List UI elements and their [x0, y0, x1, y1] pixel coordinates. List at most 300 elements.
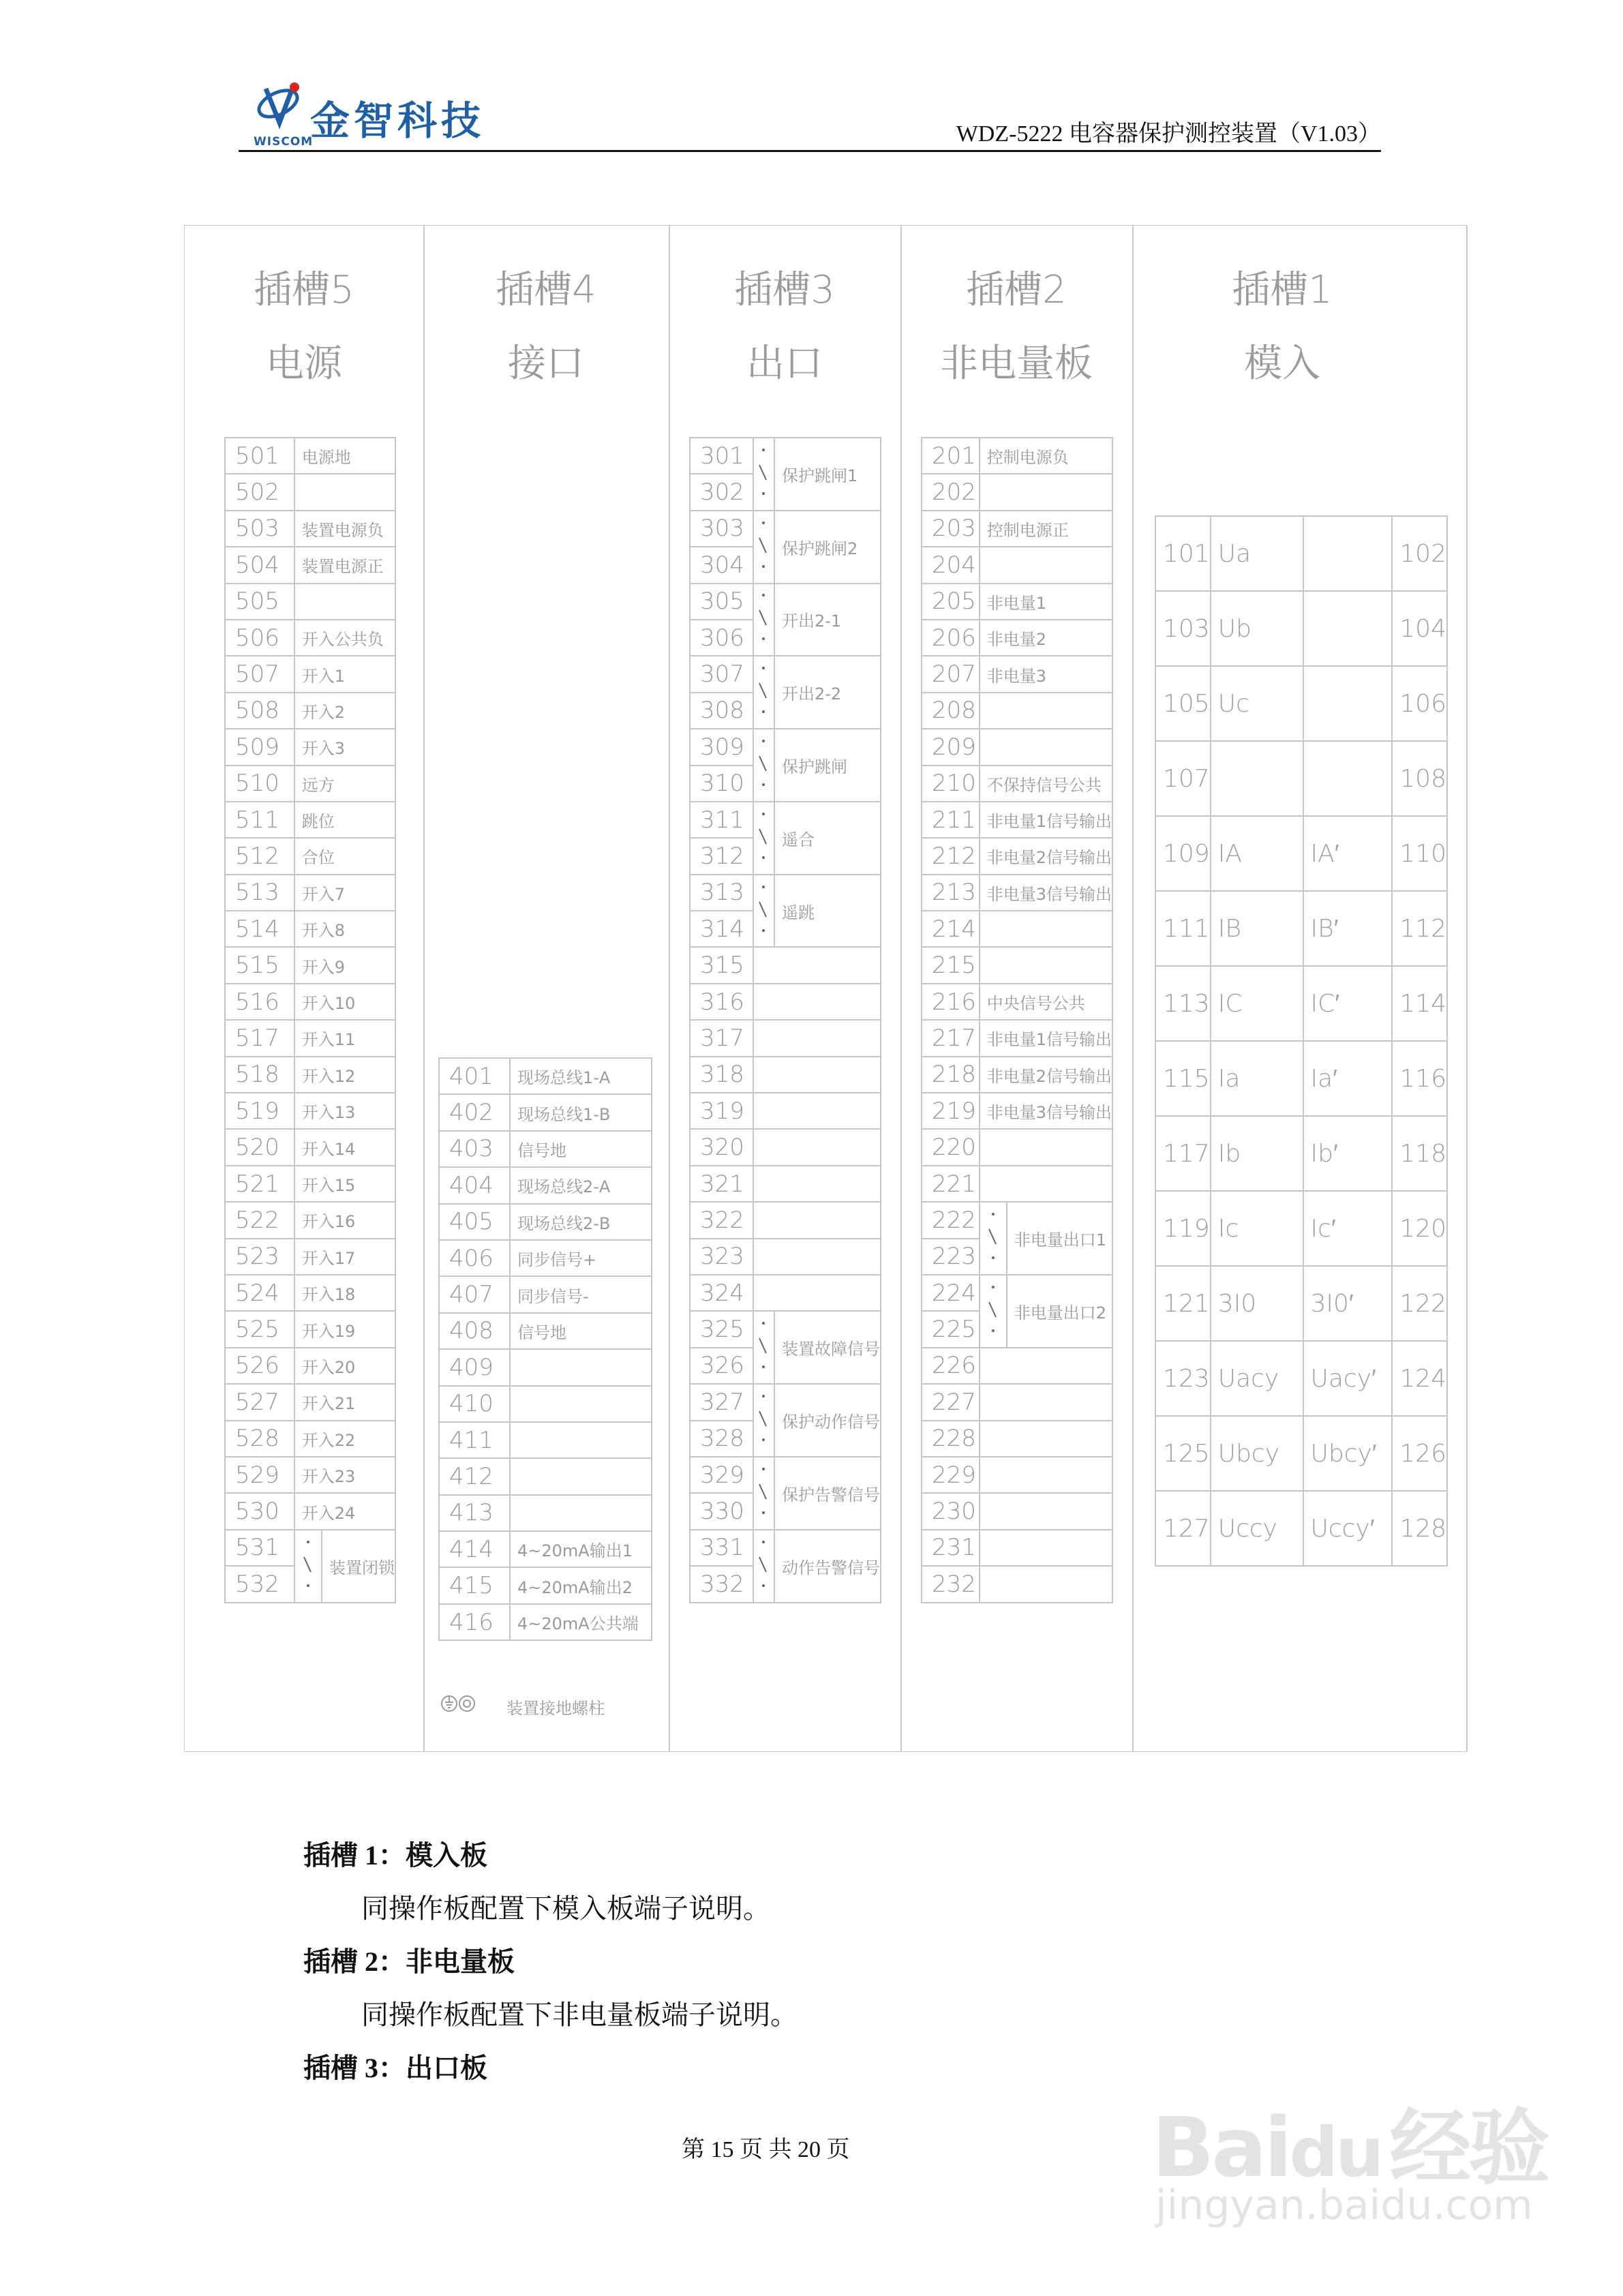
terminal-label: 装置故障信号	[774, 1311, 881, 1384]
terminal-number: 314	[690, 911, 753, 947]
logo-mark-icon	[252, 75, 307, 136]
section-heading-slot2: 插槽 2：非电量板	[303, 1946, 515, 1977]
terminal-number: 125	[1155, 1416, 1211, 1491]
slot3-title: 插槽3	[734, 268, 835, 312]
table-row	[922, 547, 1112, 583]
terminal-number: 319	[690, 1093, 753, 1129]
signal-name: Ubcy	[1211, 1416, 1303, 1491]
terminal-number: 512	[225, 838, 294, 874]
slot2-subtitle: 非电量板	[940, 342, 1093, 386]
terminal-number: 325	[690, 1311, 753, 1347]
terminal-label	[510, 1458, 652, 1494]
terminal-number: 201	[922, 438, 980, 474]
table-row	[1155, 1266, 1447, 1341]
terminal-number: 225	[922, 1311, 980, 1347]
table-row	[690, 511, 881, 547]
table-row	[922, 1129, 1112, 1165]
terminal-label: 装置电源正	[294, 547, 395, 583]
table-row	[922, 911, 1112, 947]
terminal-label: 非电量1信号输出	[980, 802, 1112, 838]
terminal-number: 128	[1392, 1491, 1447, 1566]
terminal-number: 208	[922, 693, 980, 729]
contact-symbol-icon	[980, 1202, 1007, 1275]
table-row	[922, 1384, 1112, 1420]
terminal-number: 101	[1155, 516, 1211, 591]
table-row	[225, 1202, 395, 1238]
terminal-label	[980, 1457, 1112, 1493]
terminal-number: 126	[1392, 1416, 1447, 1491]
terminal-label: 非电量3信号输出	[980, 875, 1112, 911]
signal-name-return: Ib′	[1303, 1116, 1393, 1191]
terminal-number: 218	[922, 1057, 980, 1093]
header-rule	[239, 150, 1381, 152]
terminal-label: 现场总线1-B	[510, 1094, 652, 1130]
terminal-label	[980, 1348, 1112, 1384]
table-row	[690, 584, 881, 620]
table-row	[1155, 1191, 1447, 1266]
terminal-number: 414	[439, 1531, 510, 1567]
table-row	[690, 1093, 881, 1129]
terminal-label	[510, 1422, 652, 1458]
terminal-number: 108	[1392, 741, 1447, 816]
terminal-number: 303	[690, 511, 753, 547]
terminal-label: 开入22	[294, 1421, 395, 1457]
terminal-number: 123	[1155, 1341, 1211, 1416]
terminal-number: 209	[922, 729, 980, 765]
terminal-label: 开入12	[294, 1057, 395, 1093]
terminal-number: 401	[439, 1058, 510, 1094]
terminal-label: 非电量1	[980, 584, 1112, 620]
table-row	[922, 1093, 1112, 1129]
signal-name-return	[1303, 591, 1393, 666]
table-row	[439, 1167, 652, 1203]
table-row	[225, 438, 395, 474]
terminal-label: 非电量3信号输出	[980, 1093, 1112, 1129]
table-row	[922, 1166, 1112, 1202]
terminal-number: 516	[225, 984, 294, 1020]
terminal-label	[753, 1166, 881, 1202]
table-row	[225, 1530, 395, 1566]
table-row	[225, 1493, 395, 1529]
table-row	[225, 911, 395, 947]
table-row	[690, 1166, 881, 1202]
table-row	[922, 875, 1112, 911]
terminal-number: 320	[690, 1129, 753, 1165]
terminal-label	[753, 1020, 881, 1056]
terminal-number: 508	[225, 693, 294, 729]
slot4-title: 插槽4	[496, 268, 596, 312]
slot4-terminal-table	[438, 1057, 652, 1641]
signal-name-return	[1303, 666, 1393, 741]
terminal-label	[980, 1566, 1112, 1602]
table-row	[690, 1530, 881, 1566]
terminal-number: 328	[690, 1421, 753, 1457]
table-row	[922, 1421, 1112, 1457]
terminal-label: 开出2-1	[774, 584, 881, 656]
terminal-number: 207	[922, 656, 980, 692]
contact-symbol-icon	[980, 1275, 1007, 1348]
terminal-number: 511	[225, 802, 294, 838]
signal-name: Ua	[1211, 516, 1303, 591]
terminal-number: 103	[1155, 591, 1211, 666]
table-row	[225, 1239, 395, 1275]
table-row	[922, 1202, 1112, 1238]
terminal-label: 现场总线2-B	[510, 1204, 652, 1240]
terminal-number: 107	[1155, 741, 1211, 816]
signal-name-return: Ic′	[1303, 1191, 1393, 1266]
signal-name-return: Uccy′	[1303, 1491, 1393, 1566]
terminal-number: 112	[1392, 891, 1447, 966]
slot4-subtitle: 接口	[508, 342, 584, 386]
terminal-number: 505	[225, 584, 294, 620]
table-row	[439, 1604, 652, 1640]
table-row	[225, 1275, 395, 1311]
table-row	[225, 1348, 395, 1384]
terminal-number: 515	[225, 947, 294, 983]
signal-name: Ia	[1211, 1041, 1303, 1116]
terminal-label	[980, 729, 1112, 765]
table-row	[922, 584, 1112, 620]
table-row	[1155, 891, 1447, 966]
contact-symbol-icon	[753, 1457, 774, 1530]
terminal-number: 206	[922, 620, 980, 656]
signal-name: Ic	[1211, 1191, 1303, 1266]
signal-name-return: IA′	[1303, 816, 1393, 891]
terminal-label	[980, 1493, 1112, 1529]
terminal-number: 117	[1155, 1116, 1211, 1191]
page-number: 第 15 页 共 20 页	[682, 2137, 850, 2162]
terminal-number: 502	[225, 474, 294, 510]
table-row	[1155, 591, 1447, 666]
terminal-number: 219	[922, 1093, 980, 1129]
table-row	[1155, 816, 1447, 891]
terminal-number: 504	[225, 547, 294, 583]
table-row	[225, 1057, 395, 1093]
table-row	[225, 875, 395, 911]
terminal-label	[980, 547, 1112, 583]
terminal-number: 309	[690, 729, 753, 765]
table-row	[225, 1166, 395, 1202]
terminal-number: 506	[225, 620, 294, 656]
terminal-number: 519	[225, 1093, 294, 1129]
terminal-label: 开入公共负	[294, 620, 395, 656]
terminal-label: 保护跳闸2	[774, 511, 881, 584]
terminal-number: 227	[922, 1384, 980, 1420]
table-row	[439, 1495, 652, 1531]
table-row	[922, 947, 1112, 983]
signal-name: 3I0	[1211, 1266, 1303, 1341]
company-logo	[252, 75, 307, 136]
slot2-terminal-table	[921, 437, 1113, 1603]
signal-name	[1211, 741, 1303, 816]
terminal-number: 224	[922, 1275, 980, 1311]
terminal-label	[980, 911, 1112, 947]
terminal-number: 507	[225, 656, 294, 692]
contact-symbol-icon	[753, 729, 774, 802]
terminal-number: 509	[225, 729, 294, 765]
table-row	[225, 1129, 395, 1165]
terminal-label: 保护跳闸1	[774, 438, 881, 511]
terminal-number: 404	[439, 1167, 510, 1203]
table-row	[225, 584, 395, 620]
slot-divider	[1132, 226, 1134, 1751]
table-row	[690, 1311, 881, 1347]
table-row	[225, 1311, 395, 1347]
table-row	[1155, 1341, 1447, 1416]
terminal-number: 322	[690, 1202, 753, 1238]
table-row	[922, 838, 1112, 874]
terminal-number: 214	[922, 911, 980, 947]
terminal-number: 532	[225, 1566, 294, 1602]
terminal-label	[753, 1057, 881, 1093]
terminal-number: 522	[225, 1202, 294, 1238]
terminal-label: 开入16	[294, 1202, 395, 1238]
terminal-label: 现场总线2-A	[510, 1167, 652, 1203]
table-row	[439, 1458, 652, 1494]
table-row	[1155, 666, 1447, 741]
terminal-number: 210	[922, 766, 980, 802]
terminal-number: 330	[690, 1493, 753, 1529]
signal-name: Uc	[1211, 666, 1303, 741]
terminal-number: 412	[439, 1458, 510, 1494]
terminal-number: 222	[922, 1202, 980, 1238]
table-row	[690, 1202, 881, 1238]
table-row	[690, 875, 881, 911]
terminal-label: 控制电源负	[980, 438, 1112, 474]
table-row	[225, 1421, 395, 1457]
terminal-label: 合位	[294, 838, 395, 874]
terminal-label: 开入23	[294, 1457, 395, 1493]
table-row	[439, 1094, 652, 1130]
terminal-number: 510	[225, 766, 294, 802]
table-row	[922, 438, 1112, 474]
terminal-number: 501	[225, 438, 294, 474]
terminal-number: 316	[690, 984, 753, 1020]
terminal-label: 装置闭锁	[322, 1530, 395, 1603]
table-row	[922, 693, 1112, 729]
terminal-label: 远方	[294, 766, 395, 802]
terminal-label	[980, 1530, 1112, 1566]
terminal-label: 开出2-2	[774, 656, 881, 729]
terminal-number: 312	[690, 838, 753, 874]
terminal-number: 229	[922, 1457, 980, 1493]
terminal-number: 520	[225, 1129, 294, 1165]
table-row	[225, 511, 395, 547]
terminal-label	[753, 1093, 881, 1129]
table-row	[922, 620, 1112, 656]
signal-name-return	[1303, 516, 1393, 591]
table-row	[922, 1020, 1112, 1056]
table-row	[439, 1531, 652, 1567]
contact-symbol-icon	[753, 802, 774, 875]
terminal-label	[294, 584, 395, 620]
contact-symbol-icon	[294, 1530, 322, 1603]
terminal-label	[980, 474, 1112, 510]
table-row	[690, 729, 881, 765]
terminal-label: 开入13	[294, 1093, 395, 1129]
table-row	[225, 1093, 395, 1129]
table-row	[922, 1348, 1112, 1384]
terminal-label: 非电量2信号输出	[980, 838, 1112, 874]
table-row	[1155, 1416, 1447, 1491]
section-text-slot1: 同操作板配置下模入板端子说明。	[361, 1893, 770, 1924]
table-row	[690, 984, 881, 1020]
terminal-number: 332	[690, 1566, 753, 1602]
terminal-label: 开入8	[294, 911, 395, 947]
signal-name-return: Ubcy′	[1303, 1416, 1393, 1491]
terminal-number: 524	[225, 1275, 294, 1311]
terminal-label: 开入21	[294, 1384, 395, 1420]
terminal-number: 110	[1392, 816, 1447, 891]
terminal-label: 开入9	[294, 947, 395, 983]
terminal-number: 331	[690, 1530, 753, 1566]
terminal-label	[980, 1129, 1112, 1165]
terminal-number: 407	[439, 1276, 510, 1312]
document-title: WDZ-5222 电容器保护测控装置（V1.03）	[956, 121, 1381, 147]
terminal-number: 228	[922, 1421, 980, 1457]
table-row	[225, 729, 395, 765]
terminal-number: 526	[225, 1348, 294, 1384]
terminal-label: 开入2	[294, 693, 395, 729]
table-row	[1155, 1116, 1447, 1191]
terminal-number: 514	[225, 911, 294, 947]
watermark-paw-icon: du	[1289, 2113, 1382, 2192]
table-row	[922, 474, 1112, 510]
terminal-label: 保护告警信号	[774, 1457, 881, 1530]
contact-symbol-icon	[753, 1530, 774, 1603]
slot3-subtitle: 出口	[746, 342, 823, 386]
terminal-number: 406	[439, 1240, 510, 1276]
terminal-number: 323	[690, 1239, 753, 1275]
terminal-number: 212	[922, 838, 980, 874]
contact-symbol-icon	[753, 1384, 774, 1457]
terminal-label: 装置电源负	[294, 511, 395, 547]
slot-divider	[900, 226, 902, 1751]
signal-name: Uccy	[1211, 1491, 1303, 1566]
table-row	[1155, 1041, 1447, 1116]
terminal-number: 411	[439, 1422, 510, 1458]
table-row	[439, 1313, 652, 1349]
terminal-number: 315	[690, 947, 753, 983]
slot5-subtitle: 电源	[266, 342, 342, 386]
table-row	[225, 766, 395, 802]
terminal-number: 203	[922, 511, 980, 547]
table-row	[225, 1457, 395, 1493]
table-row	[690, 1275, 881, 1311]
table-row	[439, 1386, 652, 1422]
terminal-number: 307	[690, 656, 753, 692]
signal-name-return	[1303, 741, 1393, 816]
signal-name-return: Uacy′	[1303, 1341, 1393, 1416]
terminal-label	[753, 984, 881, 1020]
watermark-brand-cn: 经验	[1389, 2101, 1548, 2196]
terminal-label: 非电量出口2	[1007, 1275, 1112, 1348]
table-row	[922, 1275, 1112, 1311]
terminal-number: 329	[690, 1457, 753, 1493]
terminal-number: 211	[922, 802, 980, 838]
slot1-title: 插槽1	[1232, 268, 1333, 312]
table-row	[922, 1530, 1112, 1566]
terminal-number: 403	[439, 1131, 510, 1167]
terminal-number: 321	[690, 1166, 753, 1202]
terminal-label: 非电量1信号输出	[980, 1020, 1112, 1056]
terminal-label: 遥跳	[774, 875, 881, 948]
terminal-number: 301	[690, 438, 753, 474]
terminal-label	[980, 1421, 1112, 1457]
terminal-label: 开入1	[294, 656, 395, 692]
terminal-label: 信号地	[510, 1131, 652, 1167]
terminal-number: 318	[690, 1057, 753, 1093]
table-row	[690, 1239, 881, 1275]
terminal-diagram	[184, 225, 1467, 1752]
signal-name-return: IC′	[1303, 966, 1393, 1041]
watermark-brand: Bai	[1152, 2101, 1290, 2196]
terminal-number: 528	[225, 1421, 294, 1457]
contact-symbol-icon	[753, 1311, 774, 1384]
terminal-number: 410	[439, 1386, 510, 1422]
terminal-label: 同步信号+	[510, 1240, 652, 1276]
terminal-label: 保护动作信号	[774, 1384, 881, 1457]
table-row	[690, 1129, 881, 1165]
terminal-number: 122	[1392, 1266, 1447, 1341]
contact-symbol-icon	[753, 438, 774, 511]
slot5-terminal-table	[224, 437, 396, 1603]
terminal-label: 保护跳闸	[774, 729, 881, 802]
terminal-number: 513	[225, 875, 294, 911]
terminal-label	[980, 1384, 1112, 1420]
terminal-number: 531	[225, 1530, 294, 1566]
table-row	[690, 438, 881, 474]
terminal-number: 115	[1155, 1041, 1211, 1116]
table-row	[922, 1566, 1112, 1602]
terminal-label: 开入3	[294, 729, 395, 765]
ground-symbol-icon	[441, 1691, 475, 1719]
terminal-number: 405	[439, 1204, 510, 1240]
terminal-number: 525	[225, 1311, 294, 1347]
table-row	[922, 802, 1112, 838]
terminal-number: 530	[225, 1493, 294, 1529]
terminal-number: 308	[690, 693, 753, 729]
table-row	[439, 1204, 652, 1240]
terminal-number: 305	[690, 584, 753, 620]
terminal-number: 118	[1392, 1116, 1447, 1191]
terminal-label: 4~20mA输出1	[510, 1531, 652, 1567]
terminal-number: 106	[1392, 666, 1447, 741]
terminal-number: 503	[225, 511, 294, 547]
terminal-label: 开入18	[294, 1275, 395, 1311]
signal-name: IB	[1211, 891, 1303, 966]
terminal-label: 非电量2信号输出	[980, 1057, 1112, 1093]
terminal-number: 408	[439, 1313, 510, 1349]
terminal-label: 开入15	[294, 1166, 395, 1202]
terminal-number: 104	[1392, 591, 1447, 666]
terminal-label: 动作告警信号	[774, 1530, 881, 1603]
terminal-label: 跳位	[294, 802, 395, 838]
terminal-label: 开入24	[294, 1493, 395, 1529]
table-row	[225, 947, 395, 983]
table-row	[922, 1493, 1112, 1529]
terminal-label	[510, 1386, 652, 1422]
table-row	[922, 984, 1112, 1020]
terminal-number: 304	[690, 547, 753, 583]
terminal-number: 116	[1392, 1041, 1447, 1116]
table-row	[225, 838, 395, 874]
table-row	[690, 1057, 881, 1093]
terminal-number: 127	[1155, 1491, 1211, 1566]
terminal-number: 121	[1155, 1266, 1211, 1341]
terminal-number: 105	[1155, 666, 1211, 741]
ground-label: 装置接地螺柱	[506, 1699, 605, 1718]
